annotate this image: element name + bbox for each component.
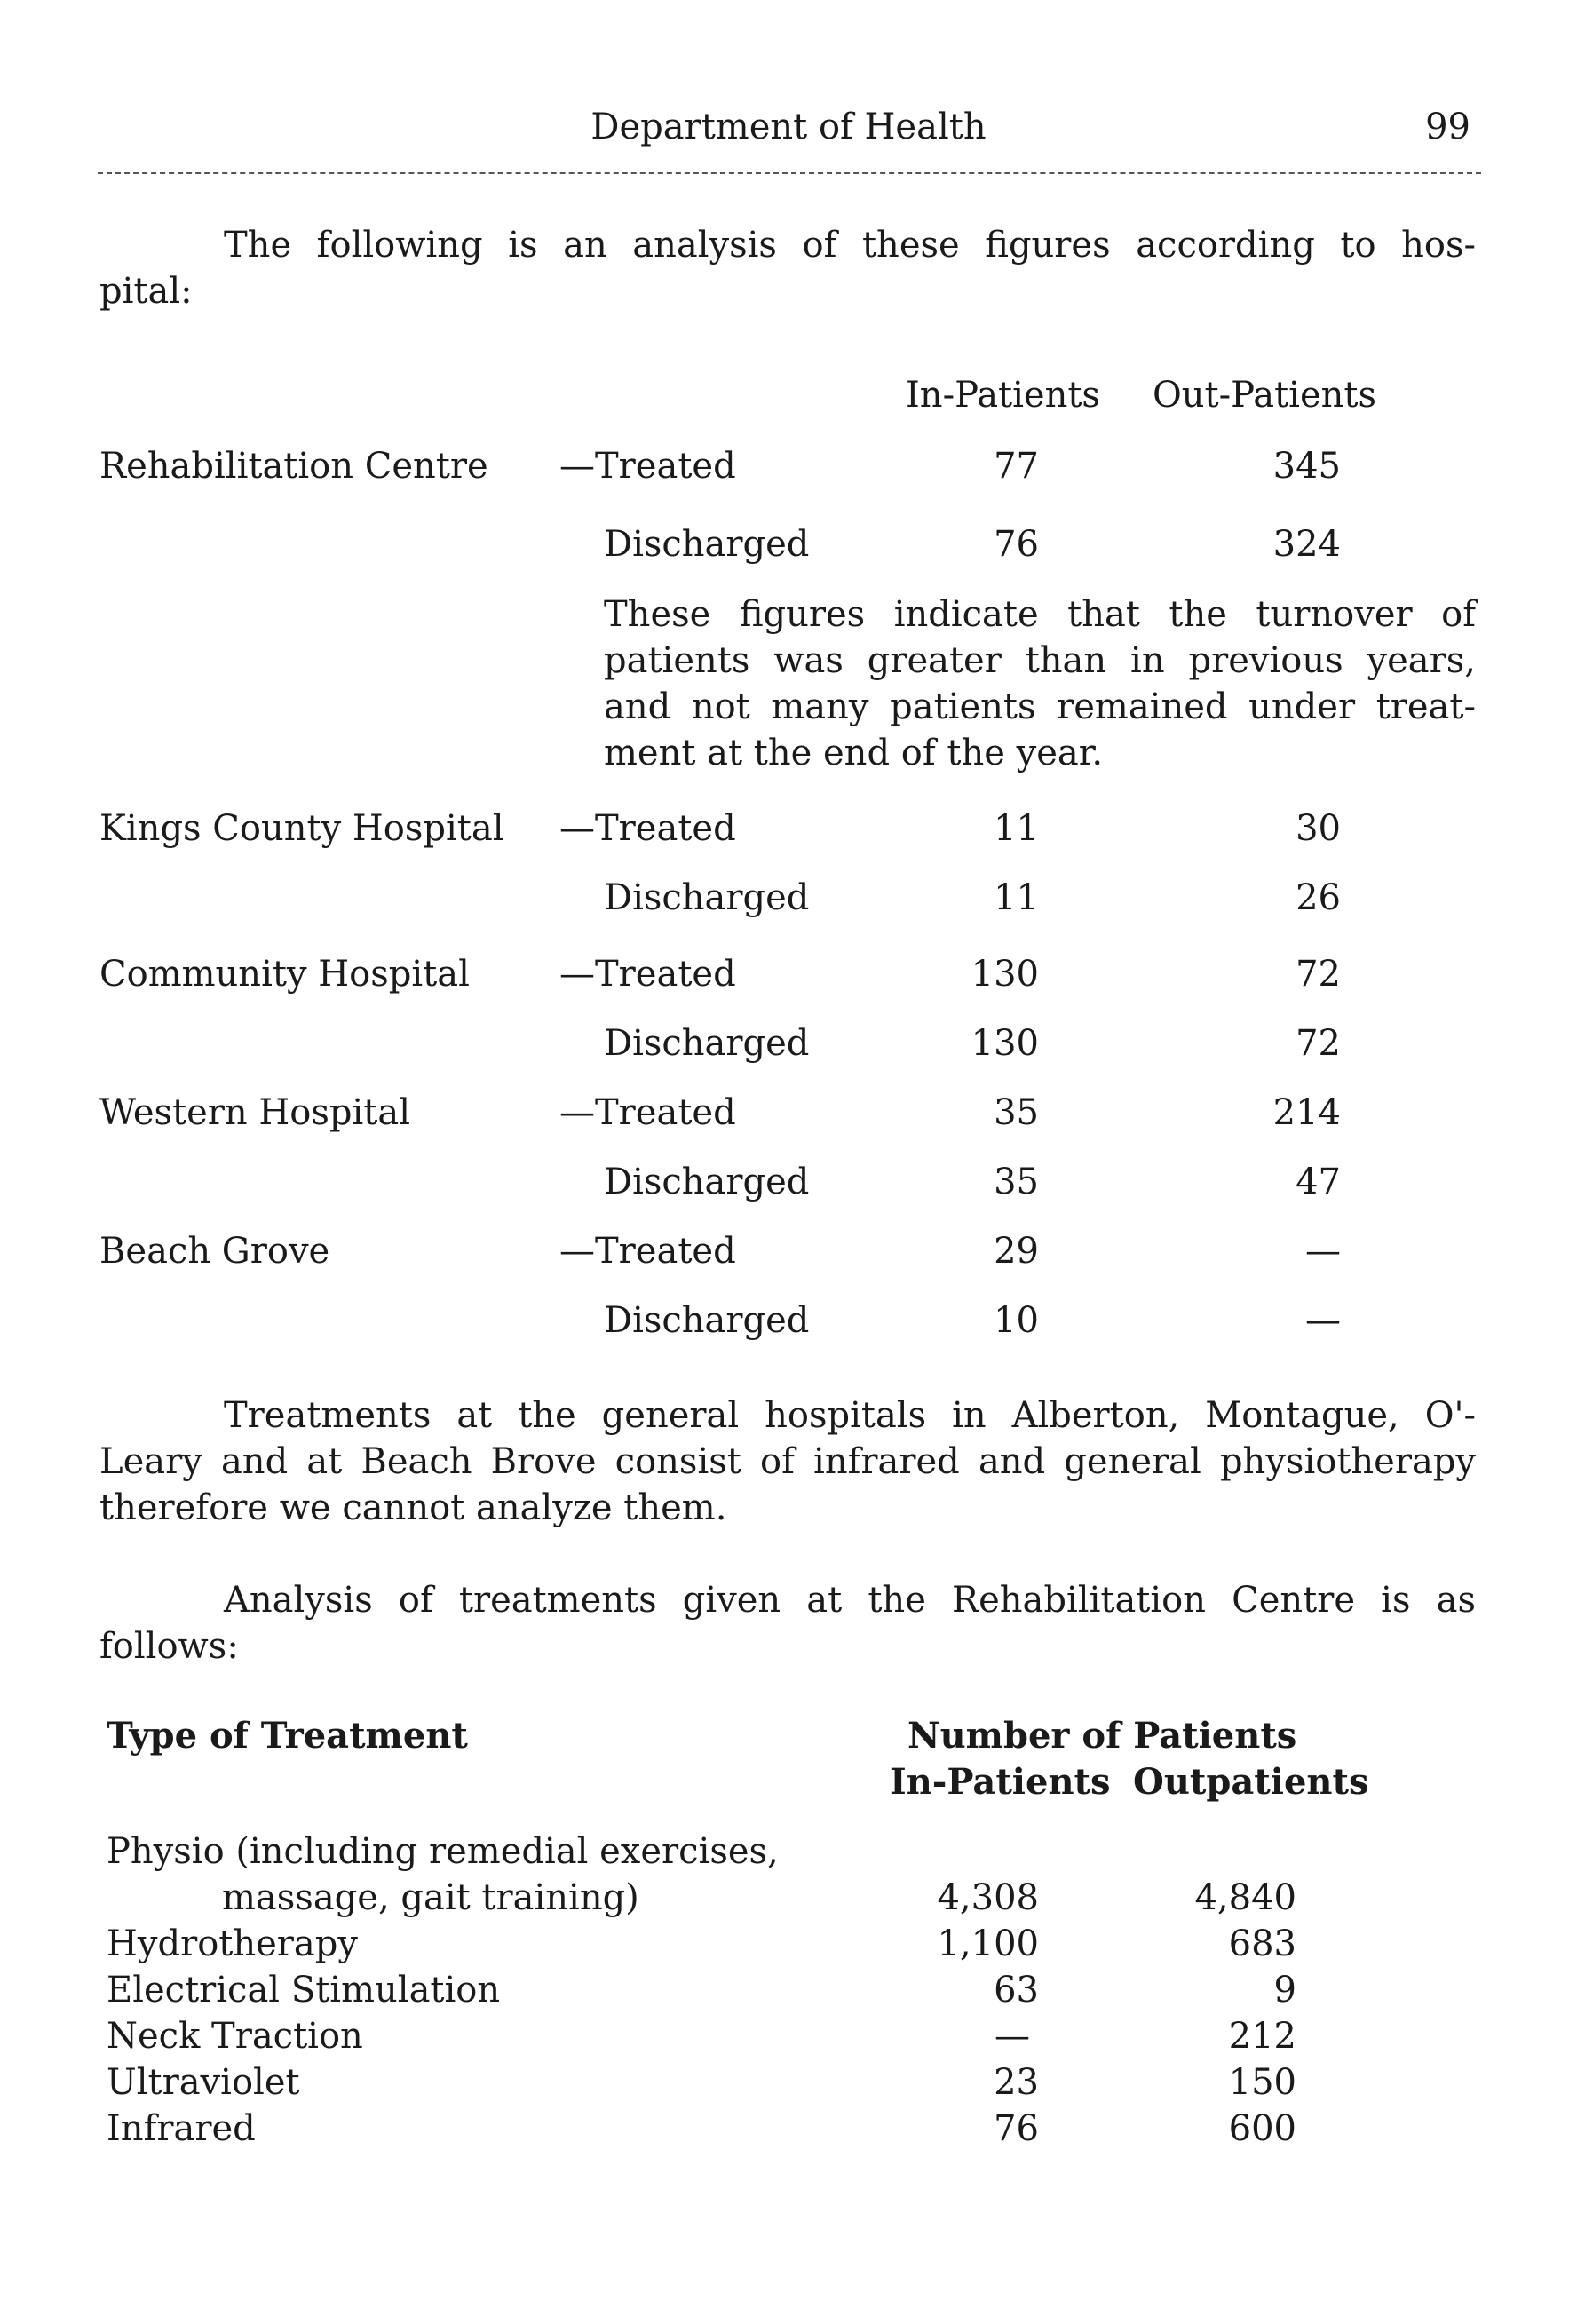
paragraph-line: Treatments at the general hospitals in Alberton, Montague, O'- <box>224 1395 1476 1436</box>
paragraph-line: Analysis of treatments given at the Rehabilitation Centre is as <box>224 1580 1476 1621</box>
inpatients-value: 29 <box>994 1231 1039 1272</box>
row-type: —Treated <box>559 1231 736 1272</box>
hospital-name: Beach Grove <box>99 1231 330 1272</box>
outpatients-value: 72 <box>1296 954 1341 995</box>
row-type: Discharged <box>604 1162 810 1202</box>
inpatients-value: 63 <box>994 1970 1039 2011</box>
inpatients-value: 76 <box>994 2108 1039 2149</box>
inpatients-value: 11 <box>994 877 1039 918</box>
treatment-name: Physio (including remedial exercises, <box>107 1831 779 1872</box>
hospital-name: Kings County Hospital <box>99 808 504 849</box>
row-type: Discharged <box>604 877 810 918</box>
note-line: ment at the end of the year. <box>604 733 1104 773</box>
inpatients-value: 130 <box>971 954 1039 995</box>
table2-number-header: Number of Patients <box>907 1715 1297 1757</box>
hospital-name: Community Hospital <box>99 954 470 995</box>
row-type: Discharged <box>604 1300 810 1341</box>
outpatients-value: 214 <box>1272 1092 1341 1133</box>
outpatients-value: 47 <box>1296 1162 1341 1202</box>
page-header-title: Department of Health <box>590 107 987 147</box>
row-type: —Treated <box>559 1092 736 1133</box>
treatment-name: massage, gait training) <box>222 1877 639 1918</box>
table1-header-inpatients: In-Patients <box>906 375 1100 416</box>
intro-paragraph <box>99 222 1476 314</box>
outpatients-value: — <box>1305 1300 1341 1341</box>
outpatients-value: 683 <box>1228 1923 1296 1964</box>
table2-inpatients-header: In-Patients <box>890 1761 1111 1803</box>
note-line: and not many patients remained under treat- <box>604 686 1476 727</box>
general-hospitals-paragraph <box>99 1392 1476 1531</box>
outpatients-value: 26 <box>1296 877 1341 918</box>
paragraph-line: follows: <box>99 1626 239 1667</box>
row-type: —Treated <box>559 954 736 995</box>
note-line: patients was greater than in previous years, <box>604 640 1476 681</box>
outpatients-value: 600 <box>1228 2108 1296 2149</box>
treatment-name: Neck Traction <box>107 2016 363 2057</box>
header-rule <box>98 172 1481 174</box>
row-type: Discharged <box>604 1023 810 1064</box>
intro-line: pital: <box>99 271 193 312</box>
note-line: These figures indicate that the turnover of <box>604 594 1476 635</box>
inpatients-value: 4,308 <box>937 1877 1039 1918</box>
inpatients-value: 1,100 <box>937 1923 1039 1964</box>
paragraph-line: Leary and at Beach Brove consist of infrared and general physiotherapy <box>99 1441 1476 1482</box>
outpatients-value: 30 <box>1296 808 1341 849</box>
turnover-note <box>604 591 1476 776</box>
inpatients-value: 76 <box>994 524 1039 565</box>
inpatients-value: 35 <box>994 1162 1039 1202</box>
inpatients-value: 11 <box>994 808 1039 849</box>
outpatients-value: 9 <box>1273 1970 1296 2011</box>
treatment-name: Electrical Stimulation <box>107 1970 501 2011</box>
inpatients-value: 10 <box>994 1300 1039 1341</box>
row-type: —Treated <box>559 446 736 487</box>
treatment-name: Infrared <box>107 2108 256 2149</box>
inpatients-value: 130 <box>971 1023 1039 1064</box>
outpatients-value: 150 <box>1228 2062 1296 2103</box>
intro-line: The following is an analysis of these figures according to hos- <box>224 225 1476 266</box>
inpatients-value: — <box>995 2016 1030 2057</box>
treatment-name: Ultraviolet <box>107 2062 300 2103</box>
table2-outpatients-header: Outpatients <box>1133 1761 1369 1803</box>
outpatients-value: 345 <box>1272 446 1341 487</box>
outpatients-value: — <box>1305 1231 1341 1272</box>
row-type: —Treated <box>559 808 736 849</box>
inpatients-value: 77 <box>994 446 1039 487</box>
row-type: Discharged <box>604 524 810 565</box>
outpatients-value: 212 <box>1228 2016 1296 2057</box>
inpatients-value: 35 <box>994 1092 1039 1133</box>
page-number: 99 <box>1425 107 1470 147</box>
table2-type-header: Type of Treatment <box>107 1715 468 1757</box>
treatment-name: Hydrotherapy <box>107 1923 358 1964</box>
outpatients-value: 72 <box>1296 1023 1341 1064</box>
table1-header-outpatients: Out-Patients <box>1153 375 1377 416</box>
outpatients-value: 4,840 <box>1194 1877 1296 1918</box>
outpatients-value: 324 <box>1272 524 1341 565</box>
hospital-name: Western Hospital <box>99 1092 410 1133</box>
analysis-intro-paragraph <box>99 1577 1476 1670</box>
hospital-name: Rehabilitation Centre <box>99 446 488 487</box>
inpatients-value: 23 <box>994 2062 1039 2103</box>
paragraph-line: therefore we cannot analyze them. <box>99 1487 727 1528</box>
